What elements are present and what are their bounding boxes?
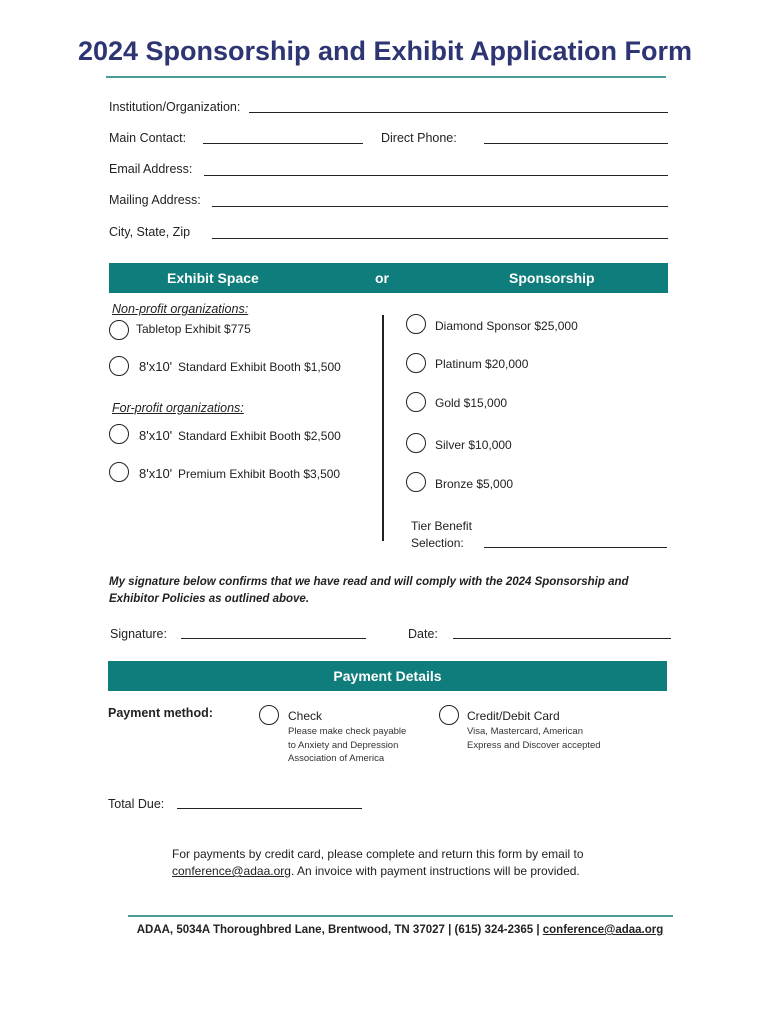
check-label: Check [288,709,323,723]
city-state-zip-label: City, State, Zip [109,225,191,239]
nonprofit-standard-booth-radio[interactable] [109,356,129,376]
email-label: Email Address: [109,162,193,176]
gold-sponsor-label: Gold $15,000 [435,396,508,410]
direct-phone-label: Direct Phone: [381,131,457,145]
total-due-label: Total Due: [108,797,165,811]
footer-divider [128,915,673,917]
forprofit-standard-booth-label: Standard Exhibit Booth $2,500 [178,429,341,443]
email-field[interactable] [204,175,668,176]
booth-size: 8'x10' [139,466,173,481]
diamond-sponsor-radio[interactable] [406,314,426,334]
premium-booth-radio[interactable] [109,462,129,482]
footer [0,924,770,936]
card-label: Credit/Debit Card [467,709,560,723]
tabletop-exhibit-radio[interactable] [109,320,129,340]
city-state-zip-field[interactable] [212,238,668,239]
footer-email-link[interactable]: conference@adaa.org [542,924,664,936]
total-due-field[interactable] [177,808,362,809]
signature-label: Signature: [110,627,167,641]
sponsorship-heading: Sponsorship [509,270,595,286]
mailing-address-field[interactable] [212,206,668,207]
premium-booth-label: Premium Exhibit Booth $3,500 [178,467,341,481]
payment-method-label: Payment method: [108,706,213,720]
payment-header-bar [108,661,667,691]
card-note: Visa, Mastercard, American Express and Discover accepted [467,726,601,751]
tier-benefit-field[interactable] [484,547,667,548]
bronze-sponsor-label: Bronze $5,000 [435,477,514,491]
platinum-sponsor-radio[interactable] [406,353,426,373]
institution-label: Institution/Organization: [109,100,241,114]
tier-benefit-label: Tier Benefit [411,519,472,533]
date-label: Date: [408,627,438,641]
booth-size: 8'x10' [139,428,173,443]
agreement-statement-line2: Exhibitor Policies as outlined above. [109,593,310,605]
check-note: Please make check payable to Anxiety and Depression Association of America [288,726,407,764]
gold-sponsor-radio[interactable] [406,392,426,412]
institution-field[interactable] [249,112,668,113]
diamond-sponsor-label: Diamond Sponsor $25,000 [435,319,578,333]
agreement-statement-line1: My signature below confirms that we have read and will comply with the 2024 Sponsorship and [109,576,629,588]
date-field[interactable] [453,638,671,639]
check-radio[interactable] [259,705,279,725]
footer-address: ADAA, 5034A Thoroughbred Lane, Brentwood, TN 37027 | (615) 324-2365 | [136,924,543,936]
booth-size: 8'x10' [139,359,173,374]
mailing-address-label: Mailing Address: [109,193,201,207]
exhibit-space-heading: Exhibit Space [167,270,259,286]
tier-selection-label: Selection: [411,536,464,550]
signature-field[interactable] [181,638,366,639]
options-header-bar [109,263,668,293]
nonprofit-heading: Non-profit organizations: [112,302,249,316]
forprofit-heading: For-profit organizations: [112,401,244,415]
card-radio[interactable] [439,705,459,725]
page-title: 2024 Sponsorship and Exhibit Application Form [77,36,693,66]
main-contact-field[interactable] [203,143,363,144]
credit-card-note: For payments by credit card, please complete and return this form by email to conference@adaa.org. An invoice with payment instructions will be provided. [172,847,584,878]
silver-sponsor-radio[interactable] [406,433,426,453]
note-email-link[interactable]: conference@adaa.org [172,864,291,878]
bronze-sponsor-radio[interactable] [406,472,426,492]
platinum-sponsor-label: Platinum $20,000 [435,357,529,371]
main-contact-label: Main Contact: [109,131,187,145]
silver-sponsor-label: Silver $10,000 [435,438,512,452]
column-divider [382,315,384,541]
tabletop-exhibit-label: Tabletop Exhibit $775 [136,322,251,336]
forprofit-standard-booth-radio[interactable] [109,424,129,444]
payment-details-heading: Payment Details [333,668,442,684]
title-divider [106,76,666,78]
direct-phone-field[interactable] [484,143,668,144]
nonprofit-standard-booth-label: Standard Exhibit Booth $1,500 [178,360,341,374]
or-separator: or [375,270,389,286]
